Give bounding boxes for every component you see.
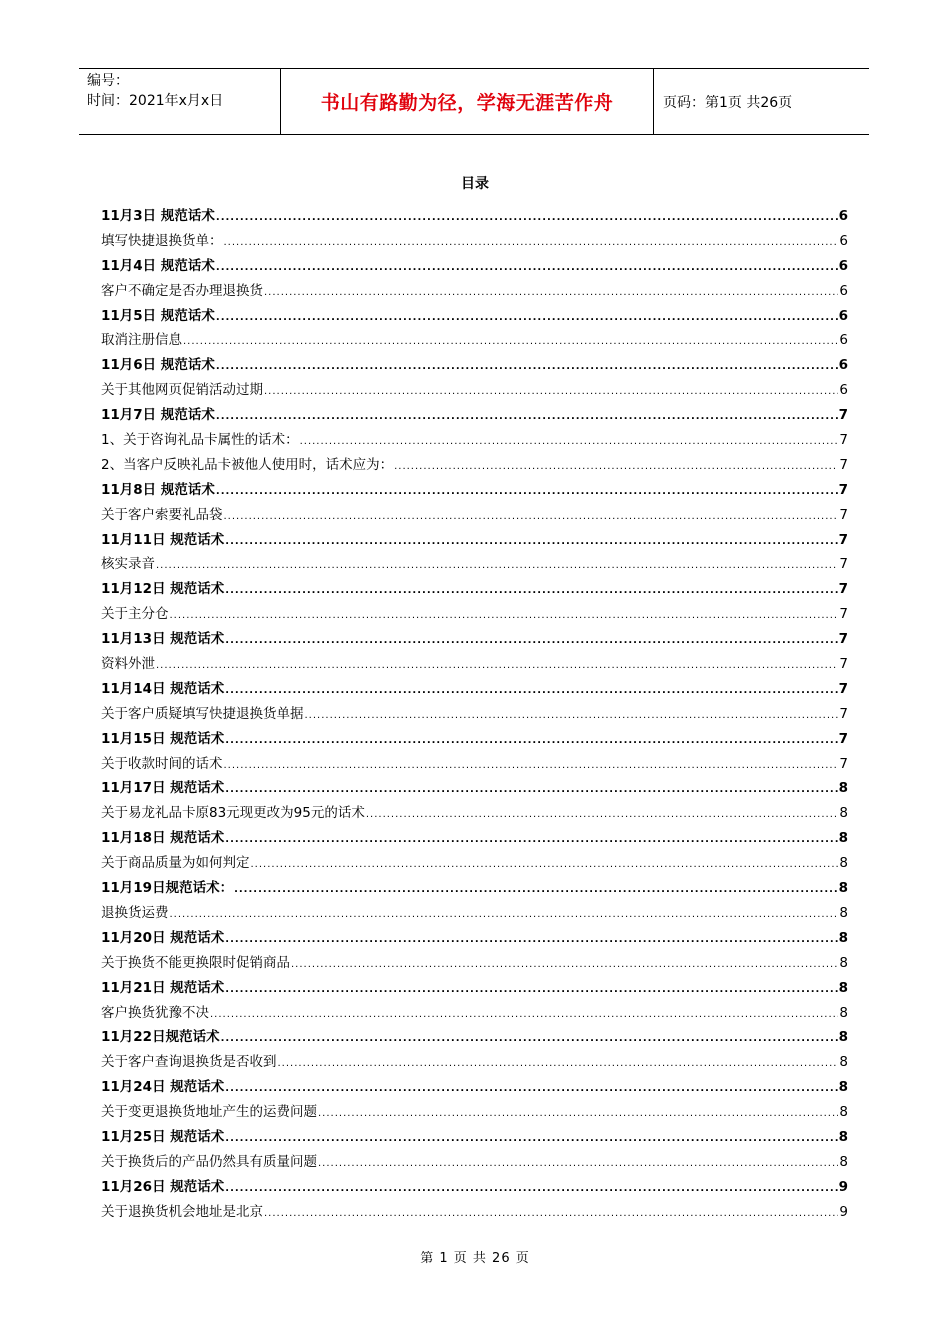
toc-entry-label: 关于变更退换货地址产生的运费问题	[101, 1104, 317, 1121]
toc-entry-item[interactable]	[101, 328, 848, 353]
toc-entry-section[interactable]	[101, 254, 848, 279]
toc-leader-dots	[210, 1003, 838, 1028]
toc-entry-section[interactable]	[101, 1075, 848, 1100]
toc-entry-item[interactable]	[101, 428, 848, 453]
toc-leader-dots	[225, 828, 837, 853]
toc-leader-dots	[225, 729, 837, 754]
toc-entry-section[interactable]	[101, 776, 848, 801]
toc-entry-page: 7	[839, 606, 848, 623]
toc-entry-page: 8	[839, 1153, 848, 1170]
toc-entry-item[interactable]	[101, 801, 848, 826]
toc-entry-item[interactable]	[101, 453, 848, 478]
toc-leader-dots	[216, 480, 838, 505]
toc-entry-page: 8	[838, 1128, 848, 1145]
toc-entry-label: 11月17日 规范话术	[101, 780, 225, 797]
toc-leader-dots	[225, 579, 837, 604]
toc-entry-section[interactable]	[101, 528, 848, 553]
toc-entry-page: 7	[839, 656, 848, 673]
toc-title: 目录	[461, 176, 489, 192]
toc-leader-dots	[224, 505, 839, 530]
toc-entry-item[interactable]	[101, 1150, 848, 1175]
toc-entry-page: 6	[839, 332, 848, 349]
toc-leader-dots	[216, 256, 838, 281]
toc-entry-page: 8	[839, 855, 848, 872]
toc-entry-page: 8	[838, 830, 848, 847]
toc-leader-dots	[221, 1027, 838, 1052]
toc-entry-page: 7	[839, 556, 848, 573]
toc-entry-label: 11月3日 规范话术	[101, 208, 215, 224]
toc-entry-section[interactable]	[101, 677, 848, 702]
toc-entry-page: 6	[839, 382, 848, 399]
toc-entry-page: 8	[838, 880, 848, 897]
toc-leader-dots	[216, 405, 838, 430]
toc-entry-label: 11月4日 规范话术	[101, 257, 215, 274]
toc-entry-page: 6	[838, 307, 848, 324]
toc-entry-item[interactable]	[101, 951, 848, 976]
toc-entry-label: 关于客户质疑填写快捷退换货单据	[101, 705, 304, 722]
toc-entry-label: 关于易龙礼品卡原83元现更改为95元的话术	[101, 805, 365, 822]
toc-entry-label: 11月13日 规范话术	[101, 631, 225, 648]
toc-entry-page: 8	[839, 1004, 848, 1021]
toc-leader-dots	[224, 754, 839, 779]
toc-entry-page: 7	[838, 730, 848, 747]
toc-entry-section[interactable]	[101, 1175, 848, 1200]
toc-entry-section[interactable]	[101, 478, 848, 503]
toc-entry-label: 关于主分仓	[101, 606, 169, 623]
toc-entry-page: 7	[838, 581, 848, 598]
toc-leader-dots	[291, 953, 838, 978]
toc-entry-page: 7	[839, 456, 848, 473]
toc-entry-page: 6	[838, 357, 848, 374]
toc-entry-item[interactable]	[101, 279, 848, 304]
time-label: 时间：2021年x月x日	[87, 93, 224, 109]
toc-entry-page: 7	[839, 705, 848, 722]
toc-entry-label: 11月26日 规范话术	[101, 1178, 225, 1195]
toc-entry-page: 7	[839, 432, 848, 449]
page-footer: 第 1 页 共 26 页	[420, 1251, 530, 1266]
toc-leader-dots	[225, 629, 837, 654]
toc-entry-page: 6	[839, 282, 848, 299]
toc-entry-section[interactable]	[101, 1125, 848, 1150]
toc-leader-dots	[225, 530, 837, 555]
toc-entry-label: 11月8日 规范话术	[101, 481, 215, 498]
toc-entry-section[interactable]	[101, 1025, 848, 1050]
toc-leader-dots	[394, 455, 838, 480]
toc-entry-label: 资料外泄	[101, 656, 155, 673]
toc-entry-item[interactable]	[101, 1050, 848, 1075]
toc-leader-dots	[225, 1077, 837, 1102]
toc-entry-page: 8	[838, 1079, 848, 1096]
toc-entry-page: 7	[839, 506, 848, 523]
header-meta-cell	[79, 69, 281, 134]
toc-entry-section[interactable]	[101, 976, 848, 1001]
toc-entry-label: 11月22日规范话术	[101, 1029, 220, 1046]
toc-entry-label: 关于退换货机会地址是北京	[101, 1203, 263, 1220]
toc-entry-page: 8	[838, 979, 848, 996]
toc-entry-label: 关于换货不能更换限时促销商品	[101, 954, 290, 971]
toc-entry-section[interactable]	[101, 926, 848, 951]
toc-entry-label: 11月6日 规范话术	[101, 357, 215, 374]
toc-entry-label: 11月11日 规范话术	[101, 531, 225, 548]
toc-entry-item[interactable]	[101, 752, 848, 777]
toc-entry-page: 8	[838, 1029, 848, 1046]
toc-leader-dots	[264, 380, 838, 405]
toc-entry-item[interactable]	[101, 503, 848, 528]
toc-leader-dots	[225, 978, 837, 1003]
toc-entry-page: 8	[839, 1104, 848, 1121]
table-of-contents	[101, 204, 848, 1225]
toc-entry-section[interactable]	[101, 204, 848, 229]
toc-entry-section[interactable]	[101, 876, 848, 901]
toc-entry-section[interactable]	[101, 627, 848, 652]
toc-entry-label: 11月20日 规范话术	[101, 929, 225, 946]
toc-entry-label: 客户换货犹豫不决	[101, 1004, 209, 1021]
toc-entry-label: 11月14日 规范话术	[101, 680, 225, 697]
toc-entry-label: 11月24日 规范话术	[101, 1079, 225, 1096]
toc-entry-page: 8	[839, 805, 848, 822]
toc-entry-label: 关于客户索要礼品袋	[101, 506, 223, 523]
toc-entry-label: 关于收款时间的话术	[101, 755, 223, 772]
toc-leader-dots	[318, 1102, 838, 1127]
toc-entry-item[interactable]	[101, 602, 848, 627]
toc-leader-dots	[216, 355, 838, 380]
toc-leader-dots	[156, 554, 838, 579]
toc-entry-section[interactable]	[101, 304, 848, 329]
toc-leader-dots	[224, 231, 839, 256]
toc-entry-section[interactable]	[101, 403, 848, 428]
toc-entry-page: 8	[838, 780, 848, 797]
toc-entry-label: 11月21日 规范话术	[101, 979, 225, 996]
motto-text: 书山有路勤为径，学海无涯苦作舟	[320, 92, 614, 114]
toc-entry-page: 9	[839, 1203, 848, 1220]
toc-entry-page: 6	[838, 208, 848, 224]
toc-entry-label: 取消注册信息	[101, 332, 182, 349]
toc-leader-dots	[156, 654, 838, 679]
toc-entry-page: 6	[839, 232, 848, 249]
toc-leader-dots	[225, 1127, 837, 1152]
toc-entry-label: 11月25日 规范话术	[101, 1128, 225, 1145]
toc-entry-label: 关于商品质量为如何判定	[101, 855, 250, 872]
toc-entry-label: 11月18日 规范话术	[101, 830, 225, 847]
toc-entry-section[interactable]	[101, 577, 848, 602]
toc-entry-page: 8	[838, 929, 848, 946]
toc-leader-dots	[305, 704, 839, 729]
toc-entry-label: 关于换货后的产品仍然具有质量问题	[101, 1153, 317, 1170]
motto-cell	[281, 69, 654, 134]
toc-leader-dots	[264, 281, 838, 306]
toc-leader-dots	[251, 853, 839, 878]
toc-entry-label: 11月12日 规范话术	[101, 581, 225, 598]
toc-entry-page: 8	[839, 1054, 848, 1071]
toc-leader-dots	[234, 878, 838, 903]
document-header	[79, 68, 869, 135]
toc-entry-page: 8	[839, 954, 848, 971]
toc-entry-label: 客户不确定是否办理退换货	[101, 282, 263, 299]
toc-leader-dots	[278, 1052, 839, 1077]
toc-leader-dots	[170, 903, 839, 928]
toc-leader-dots	[225, 1177, 837, 1202]
toc-entry-item[interactable]	[101, 1001, 848, 1026]
toc-entry-item[interactable]	[101, 702, 848, 727]
toc-entry-section[interactable]	[101, 353, 848, 378]
toc-entry-page: 7	[838, 407, 848, 424]
toc-leader-dots	[366, 803, 839, 828]
toc-entry-section[interactable]	[101, 826, 848, 851]
toc-entry-label: 关于其他网页促销活动过期	[101, 382, 263, 399]
toc-entry-item[interactable]	[101, 1100, 848, 1125]
toc-leader-dots	[300, 430, 839, 455]
toc-entry-page: 7	[838, 531, 848, 548]
page-info-cell	[654, 69, 869, 134]
toc-entry-label: 11月5日 规范话术	[101, 307, 215, 324]
toc-leader-dots	[216, 206, 838, 231]
toc-leader-dots	[264, 1202, 838, 1227]
toc-entry-item[interactable]	[101, 652, 848, 677]
toc-entry-page: 7	[838, 481, 848, 498]
toc-leader-dots	[216, 306, 838, 331]
toc-entry-label: 1、关于咨询礼品卡属性的话术：	[101, 432, 299, 449]
toc-entry-section[interactable]	[101, 727, 848, 752]
toc-entry-page: 9	[838, 1178, 848, 1195]
toc-leader-dots	[225, 928, 837, 953]
toc-entry-label: 11月15日 规范话术	[101, 730, 225, 747]
toc-entry-item[interactable]	[101, 229, 848, 254]
toc-leader-dots	[225, 679, 837, 704]
toc-entry-page: 7	[838, 680, 848, 697]
toc-leader-dots	[225, 778, 837, 803]
toc-entry-item[interactable]	[101, 1200, 848, 1225]
toc-entry-item[interactable]	[101, 378, 848, 403]
toc-entry-page: 7	[839, 755, 848, 772]
toc-entry-label: 11月7日 规范话术	[101, 407, 215, 424]
toc-entry-item[interactable]	[101, 851, 848, 876]
number-label: 编号：	[87, 73, 129, 89]
toc-entry-page: 8	[839, 904, 848, 921]
toc-leader-dots	[318, 1152, 838, 1177]
toc-entry-page: 7	[838, 631, 848, 648]
page-info-text: 页码：第1页 共26页	[663, 94, 793, 111]
toc-entry-label: 填写快捷退换货单：	[101, 232, 223, 249]
toc-entry-label: 退换货运费	[101, 904, 169, 921]
toc-leader-dots	[183, 330, 838, 355]
toc-entry-label: 11月19日规范话术：	[101, 880, 234, 897]
toc-entry-page: 6	[838, 257, 848, 274]
toc-entry-item[interactable]	[101, 552, 848, 577]
toc-entry-label: 关于客户查询退换货是否收到	[101, 1054, 277, 1071]
toc-entry-label: 2、当客户反映礼品卡被他人使用时，话术应为：	[101, 456, 394, 473]
toc-entry-label: 核实录音	[101, 556, 155, 573]
toc-leader-dots	[170, 604, 839, 629]
toc-entry-item[interactable]	[101, 901, 848, 926]
